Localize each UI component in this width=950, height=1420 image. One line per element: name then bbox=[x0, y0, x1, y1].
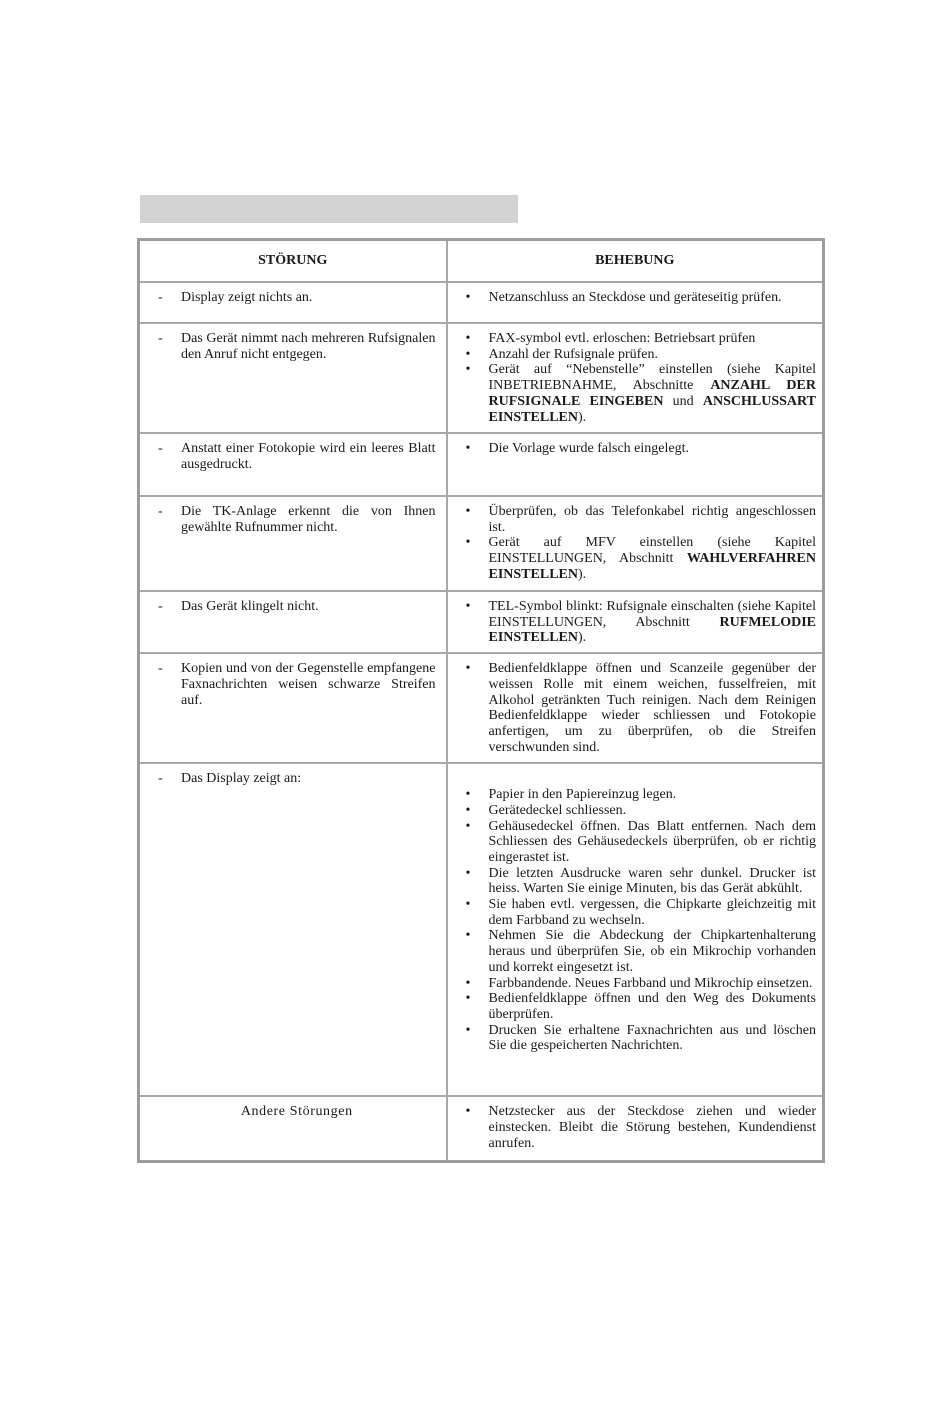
text-run: Drucken Sie erhaltene Faxnachrichten aus und löschen Sie die gespeicherten Nachrichten. bbox=[488, 1022, 816, 1054]
text-run: Bedienfeldklappe öffnen und Scanzeile gegenüber der weissen Rolle mit einem weichen, fusselfreien, mit Alkohol getränkten Tuch reinigen. Nach dem Reinigen Bedienfeldklappe wieder schliessen und Fotokopie anfertigen, um zu überprüfen, ob die Streifen verschwunden sind. bbox=[488, 661, 816, 755]
solution-text bbox=[489, 362, 817, 425]
solution-list bbox=[466, 441, 817, 457]
bullet-icon: • bbox=[465, 865, 471, 881]
table-row bbox=[139, 496, 824, 591]
dash-marker: - bbox=[158, 599, 163, 614]
symptom-cell bbox=[139, 591, 447, 653]
text-run: Netzanschluss an Steckdose und geräteseitig prüfen. bbox=[488, 290, 782, 305]
solution-list bbox=[466, 331, 817, 425]
list-item bbox=[466, 787, 817, 803]
text-run: TEL-Symbol blinkt: Rufsignale einschalten (siehe Kapitel EINSTELLUNGEN, Abschnitt bbox=[488, 599, 816, 630]
solution-list bbox=[466, 504, 817, 583]
text-run: ). bbox=[577, 566, 587, 582]
symptom-text: Das Gerät nimmt nach mehreren Rufsignalen den Anruf nicht entgegen. bbox=[181, 331, 436, 362]
solution-text bbox=[489, 347, 817, 363]
bullet-icon: • bbox=[465, 991, 471, 1007]
solution-cell bbox=[447, 496, 824, 591]
text-run: ). bbox=[577, 630, 587, 646]
text-run: und bbox=[663, 393, 703, 409]
symptom-cell bbox=[139, 433, 447, 496]
list-item bbox=[466, 290, 817, 306]
bullet-icon: • bbox=[465, 290, 471, 305]
bullet-icon: • bbox=[465, 661, 471, 677]
dash-marker: - bbox=[158, 331, 163, 346]
list-item bbox=[466, 535, 817, 582]
text-run: Netzstecker aus der Steckdose ziehen und wieder einstecken. Bleibt die Störung bestehen, Kundendienst anrufen. bbox=[488, 1104, 816, 1151]
solution-text bbox=[489, 897, 817, 928]
bullet-icon: • bbox=[465, 1022, 471, 1038]
list-item bbox=[466, 976, 817, 992]
symptom-text: Kopien und von der Gegenstelle empfangene Faxnachrichten weisen schwarze Streifen auf. bbox=[181, 661, 436, 708]
section-title-bar bbox=[140, 195, 518, 223]
solution-list bbox=[466, 787, 817, 1054]
symptom-text: Anstatt einer Fotokopie wird ein leeres Blatt ausgedruckt. bbox=[181, 441, 436, 472]
symptom-text: Die TK-Anlage erkennt die von Ihnen gewählte Rufnummer nicht. bbox=[181, 504, 436, 535]
bullet-icon: • bbox=[465, 1104, 471, 1120]
section-reference: WAHLVERFAHREN EINSTELLEN bbox=[488, 551, 816, 582]
list-item bbox=[466, 599, 817, 646]
dash-marker: - bbox=[158, 771, 163, 787]
text-run: ). bbox=[577, 409, 587, 425]
list-item bbox=[466, 803, 817, 819]
solution-text bbox=[489, 928, 817, 975]
list-item bbox=[466, 347, 817, 363]
text-run: Gerät auf MFV einstellen (siehe Kapitel EINSTELLUNGEN, Abschnitt bbox=[488, 535, 816, 567]
text-run: Gerät auf “Nebenstelle” einstellen (siehe Kapitel INBETRIEBNAHME, Abschnitte bbox=[488, 362, 816, 394]
section-reference: RUFMELODIE EINSTELLEN bbox=[488, 614, 816, 646]
solution-text bbox=[489, 1023, 817, 1054]
symptom-cell bbox=[139, 496, 447, 591]
column-header-stoerung: STÖRUNG bbox=[139, 240, 447, 283]
dash-marker: - bbox=[158, 504, 163, 519]
bullet-icon: • bbox=[465, 441, 471, 456]
symptom-text: Das Display zeigt an: bbox=[181, 771, 302, 787]
text-run: FAX-symbol evtl. erloschen: Betriebsart prüfen bbox=[488, 331, 756, 346]
solution-cell bbox=[447, 653, 824, 763]
text-run: Gehäusedeckel öffnen. Das Blatt entfernen. Nach dem Schliessen des Gehäusedeckels überprüfen, ob er richtig eingerastet ist. bbox=[488, 818, 816, 865]
list-item bbox=[466, 866, 817, 897]
dash-marker: - bbox=[158, 290, 163, 305]
bullet-icon: • bbox=[465, 975, 471, 991]
text-run: Anzahl der Rufsignale prüfen. bbox=[488, 346, 658, 362]
text-run: Die letzten Ausdrucke waren sehr dunkel. Drucker ist heiss. Warten Sie einige Minuten, bis das Gerät abkühlt. bbox=[488, 865, 816, 897]
text-run: Farbbandende. Neues Farbband und Mikrochip einsetzen. bbox=[488, 975, 813, 991]
solution-text bbox=[489, 991, 817, 1022]
solution-list bbox=[466, 661, 817, 755]
symptom-text: Das Gerät klingelt nicht. bbox=[181, 599, 319, 614]
solution-text bbox=[489, 1104, 817, 1151]
text-run: Überprüfen, ob das Telefonkabel richtig angeschlossen ist. bbox=[488, 504, 816, 535]
bullet-icon: • bbox=[465, 331, 471, 346]
list-item bbox=[466, 1104, 817, 1151]
table-row bbox=[139, 1096, 824, 1161]
text-run: Gerätedeckel schliessen. bbox=[488, 802, 627, 818]
symptom-cell bbox=[139, 282, 447, 323]
text-run: Sie haben evtl. vergessen, die Chipkarte gleichzeitig mit dem Farbband zu wechseln. bbox=[488, 897, 816, 928]
solution-text bbox=[489, 819, 817, 866]
bullet-icon: • bbox=[465, 535, 471, 551]
list-item bbox=[466, 897, 817, 928]
list-item bbox=[466, 661, 817, 755]
solution-text bbox=[489, 599, 817, 646]
section-reference: ANSCHLUSSART EINSTELLEN bbox=[488, 393, 816, 425]
solution-cell bbox=[447, 591, 824, 653]
solution-list bbox=[466, 599, 817, 646]
table-header-row bbox=[139, 240, 824, 283]
list-item bbox=[466, 331, 817, 347]
bullet-icon: • bbox=[465, 818, 471, 834]
column-header-behebung: BEHEBUNG bbox=[447, 240, 824, 283]
dash-marker: - bbox=[158, 441, 163, 456]
symptom-cell bbox=[139, 653, 447, 763]
solution-text bbox=[489, 866, 817, 897]
bullet-icon: • bbox=[465, 362, 471, 378]
bullet-icon: • bbox=[465, 787, 471, 803]
table-row bbox=[139, 653, 824, 763]
solution-cell bbox=[447, 1096, 824, 1161]
solution-text bbox=[489, 661, 817, 755]
table-row bbox=[139, 323, 824, 433]
solution-text bbox=[489, 787, 817, 803]
symptom-text: Display zeigt nichts an. bbox=[181, 290, 313, 305]
text-run: Papier in den Papiereinzug legen. bbox=[488, 787, 677, 803]
list-item bbox=[466, 441, 817, 457]
bullet-icon: • bbox=[465, 599, 471, 614]
dash-marker: - bbox=[158, 661, 163, 677]
table-row bbox=[139, 433, 824, 496]
text-run: Nehmen Sie die Abdeckung der Chipkartenhalterung heraus und überprüfen Sie, ob ein Mikrochip vorhanden und korrekt eingesetzt ist. bbox=[488, 928, 816, 975]
solution-cell bbox=[447, 323, 824, 433]
solution-cell bbox=[447, 433, 824, 496]
list-item bbox=[466, 1023, 817, 1054]
solution-text bbox=[489, 290, 817, 306]
symptom-cell bbox=[139, 1096, 447, 1161]
symptom-text: Andere Störungen bbox=[240, 1104, 353, 1120]
bullet-icon: • bbox=[465, 346, 471, 362]
solution-text bbox=[489, 535, 817, 582]
list-item bbox=[466, 991, 817, 1022]
list-item bbox=[466, 362, 817, 425]
solution-list bbox=[466, 290, 817, 306]
text-run: Die Vorlage wurde falsch eingelegt. bbox=[488, 441, 689, 456]
list-item bbox=[466, 928, 817, 975]
solution-text bbox=[489, 976, 817, 992]
solution-text bbox=[489, 441, 817, 457]
troubleshooting-table bbox=[137, 238, 825, 1163]
symptom-cell bbox=[139, 763, 447, 1096]
table-row bbox=[139, 591, 824, 653]
table-row bbox=[139, 763, 824, 1096]
section-reference: ANZAHL DER RUFSIGNALE EINGEBEN bbox=[488, 378, 816, 409]
list-item bbox=[466, 819, 817, 866]
solution-cell bbox=[447, 282, 824, 323]
solution-text bbox=[489, 504, 817, 535]
table-row bbox=[139, 282, 824, 323]
bullet-icon: • bbox=[465, 928, 471, 944]
bullet-icon: • bbox=[465, 802, 471, 818]
solution-cell bbox=[447, 763, 824, 1096]
table-body bbox=[139, 282, 824, 1161]
solution-text bbox=[489, 803, 817, 819]
symptom-cell bbox=[139, 323, 447, 433]
solution-text bbox=[489, 331, 817, 347]
list-item bbox=[466, 504, 817, 535]
text-run: Bedienfeldklappe öffnen und den Weg des Dokuments überprüfen. bbox=[488, 991, 816, 1022]
bullet-icon: • bbox=[465, 504, 471, 519]
bullet-icon: • bbox=[465, 897, 471, 913]
solution-list bbox=[466, 1104, 817, 1151]
